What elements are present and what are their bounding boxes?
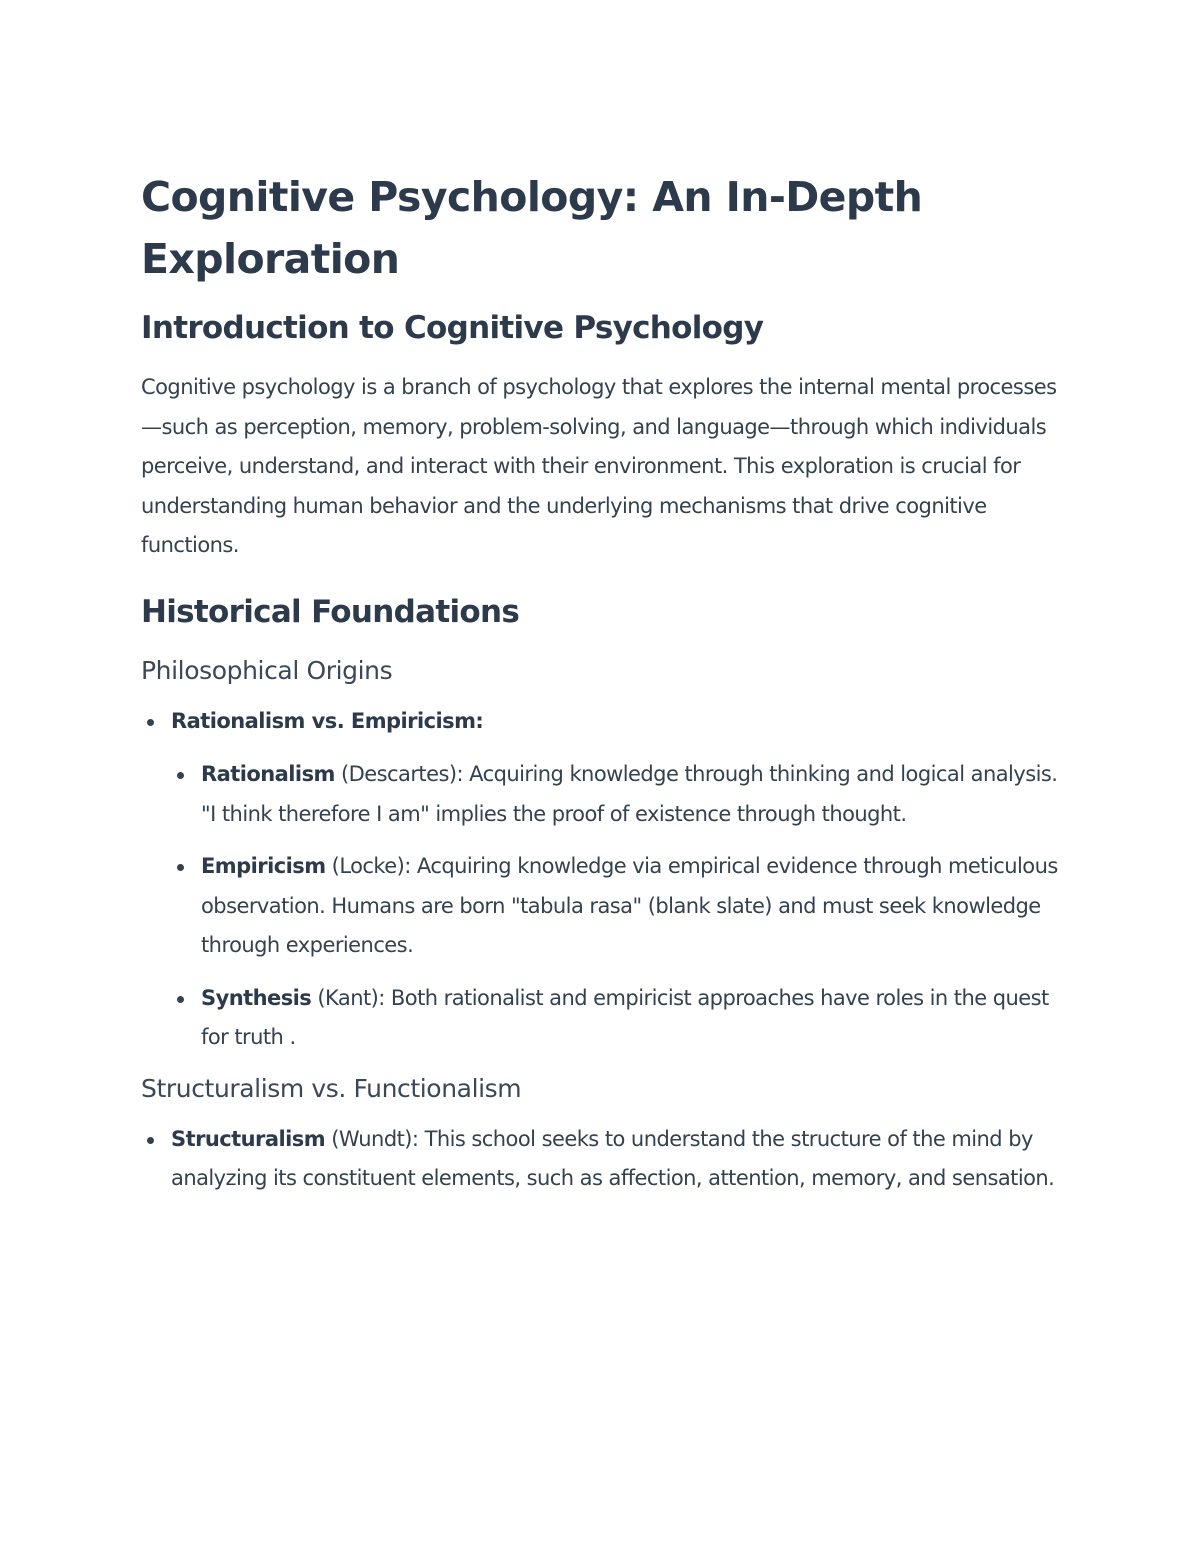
list-item-term: Rationalism (201, 762, 335, 786)
bullet-icon (177, 772, 184, 779)
subsection-heading-philosophical-origins: Philosophical Origins (141, 655, 393, 685)
list-item-structuralism (171, 1120, 1071, 1199)
subsection-heading-structuralism-vs-functionalism: Structuralism vs. Functionalism (141, 1073, 522, 1103)
list-item-rationalism-vs-empiricism (171, 702, 1071, 1058)
philosophical-origins-list (141, 702, 1071, 1058)
list-item-synthesis (201, 979, 1071, 1058)
list-item-term: Structuralism (171, 1126, 326, 1151)
list-item-term: Rationalism vs. Empiricism: (171, 708, 484, 733)
document-page (141, 166, 1071, 1213)
structuralism-list (141, 1120, 1071, 1199)
list-item-text: (Descartes): Acquiring knowledge through thinking and logical analysis. "I think therefore I am" implies the proof of existence through thought. (201, 762, 1058, 826)
bullet-icon (177, 996, 184, 1003)
list-item-text: (Wundt): This school seeks to understand the structure of the mind by analyzing its constituent elements, such as affection, attention, memory, and sensation. (171, 1126, 1055, 1190)
list-item-rationalism (201, 755, 1071, 834)
section-heading-historical-foundations: Historical Foundations (141, 593, 520, 630)
rationalism-empiricism-sublist (171, 755, 1071, 1058)
bullet-icon (147, 1137, 154, 1144)
introduction-paragraph: Cognitive psychology is a branch of psychology that explores the internal mental processes—such as perception, memory, problem-solving, and language—through which individuals perceive, understand, and interact with their environment. This exploration is crucial for understanding human behavior and the underlying mechanisms that drive cognitive functions. (141, 375, 1057, 557)
section-heading-introduction: Introduction to Cognitive Psychology (141, 310, 764, 346)
list-item-text: (Locke): Acquiring knowledge via empirical evidence through meticulous observation. Humans are born "tabula rasa" (blank slate) and must seek knowledge through experiences. (201, 854, 1058, 957)
list-item-term: Empiricism (201, 854, 326, 878)
list-item-empiricism (201, 847, 1071, 966)
bullet-icon (147, 719, 154, 726)
document-title: Cognitive Psychology: An In-Depth Exploration (141, 173, 923, 283)
bullet-icon (177, 864, 184, 871)
list-item-text: (Kant): Both rationalist and empiricist approaches have roles in the quest for truth . (201, 985, 1049, 1049)
list-item-term: Synthesis (201, 985, 312, 1010)
